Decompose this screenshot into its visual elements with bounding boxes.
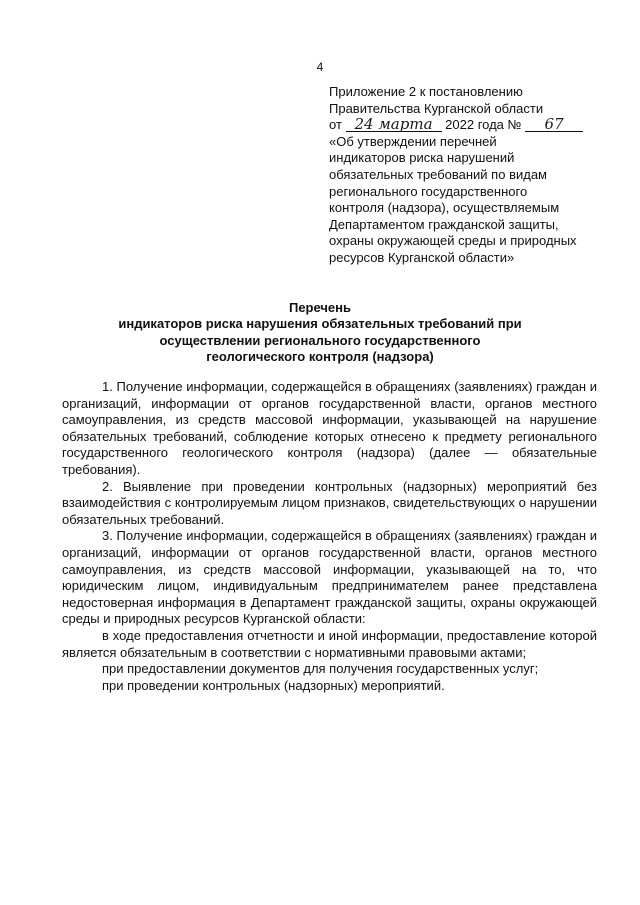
subject-line: индикаторов риска нарушений bbox=[329, 150, 515, 166]
appendix-block bbox=[329, 84, 609, 267]
title-line-3: осуществлении регионального государственного bbox=[159, 332, 481, 348]
subject-line: Департаментом гражданской защиты, bbox=[329, 216, 559, 232]
handwritten-number: 67 bbox=[525, 117, 583, 132]
paragraph-1: 1. Получение информации, содержащейся в обращениях (заявлениях) граждан и организаций, информации от органов государственной власти, органов местного самоуправления, из средств массовой информации, указывающей на нарушение обязательных требований, соблюдение которых отнесено к предмету регионального государственного геологического контроля (надзора) (далее — обязательные требования). bbox=[62, 379, 597, 477]
paragraph-3-item-3: при проведении контрольных (надзорных) мероприятий. bbox=[102, 677, 445, 693]
appendix-line-2: Правительства Курганской области bbox=[329, 100, 544, 116]
subject-line: ресурсов Курганской области» bbox=[329, 249, 515, 265]
document-body bbox=[62, 379, 597, 694]
title-line-1: Перечень bbox=[288, 300, 352, 315]
page-number: 4 bbox=[316, 60, 324, 74]
subject-line: контроля (надзора), осуществляемым bbox=[329, 200, 560, 216]
date-prefix: от bbox=[329, 117, 342, 133]
appendix-line-1: Приложение 2 к постановлению bbox=[329, 84, 523, 99]
title-line-4: геологического контроля (надзора) bbox=[206, 348, 434, 364]
paragraph-3-item-2: при предоставлении документов для получения государственных услуг; bbox=[102, 661, 539, 677]
subject-line: «Об утверждении перечней bbox=[329, 133, 497, 149]
title-line-2: индикаторов риска нарушения обязательных требований при bbox=[118, 316, 522, 332]
subject-line: обязательных требований по видам bbox=[329, 166, 547, 182]
subject-line: охраны окружающей среды и природных bbox=[329, 233, 577, 249]
year-text: 2022 года № bbox=[445, 117, 522, 133]
paragraph-2: 2. Выявление при проведении контрольных (надзорных) мероприятий без взаимодействия с контролируемым лицом признаков, свидетельствующих о нарушении обязательных требований. bbox=[62, 478, 597, 527]
handwritten-date: 24 марта bbox=[346, 117, 442, 132]
appendix-date-line bbox=[329, 117, 609, 134]
document-title bbox=[0, 300, 640, 365]
paragraph-3-item-1: в ходе предоставления отчетности и иной информации, предоставление которой является обязательным в соответствии с нормативными правовыми актами; bbox=[62, 627, 597, 660]
subject-line: регионального государственного bbox=[329, 183, 528, 199]
paragraph-3: 3. Получение информации, содержащейся в обращениях (заявлениях) граждан и организаций, информации от органов государственной власти, органов местного самоуправления, из средств массовой информации, указывающей на то, что юридическим лицом, индивидуальным предпринимателем ранее представлена недостоверная информация в Департамент гражданской защиты, охраны окружающей среды и природных ресурсов Курганской области: bbox=[62, 528, 597, 627]
